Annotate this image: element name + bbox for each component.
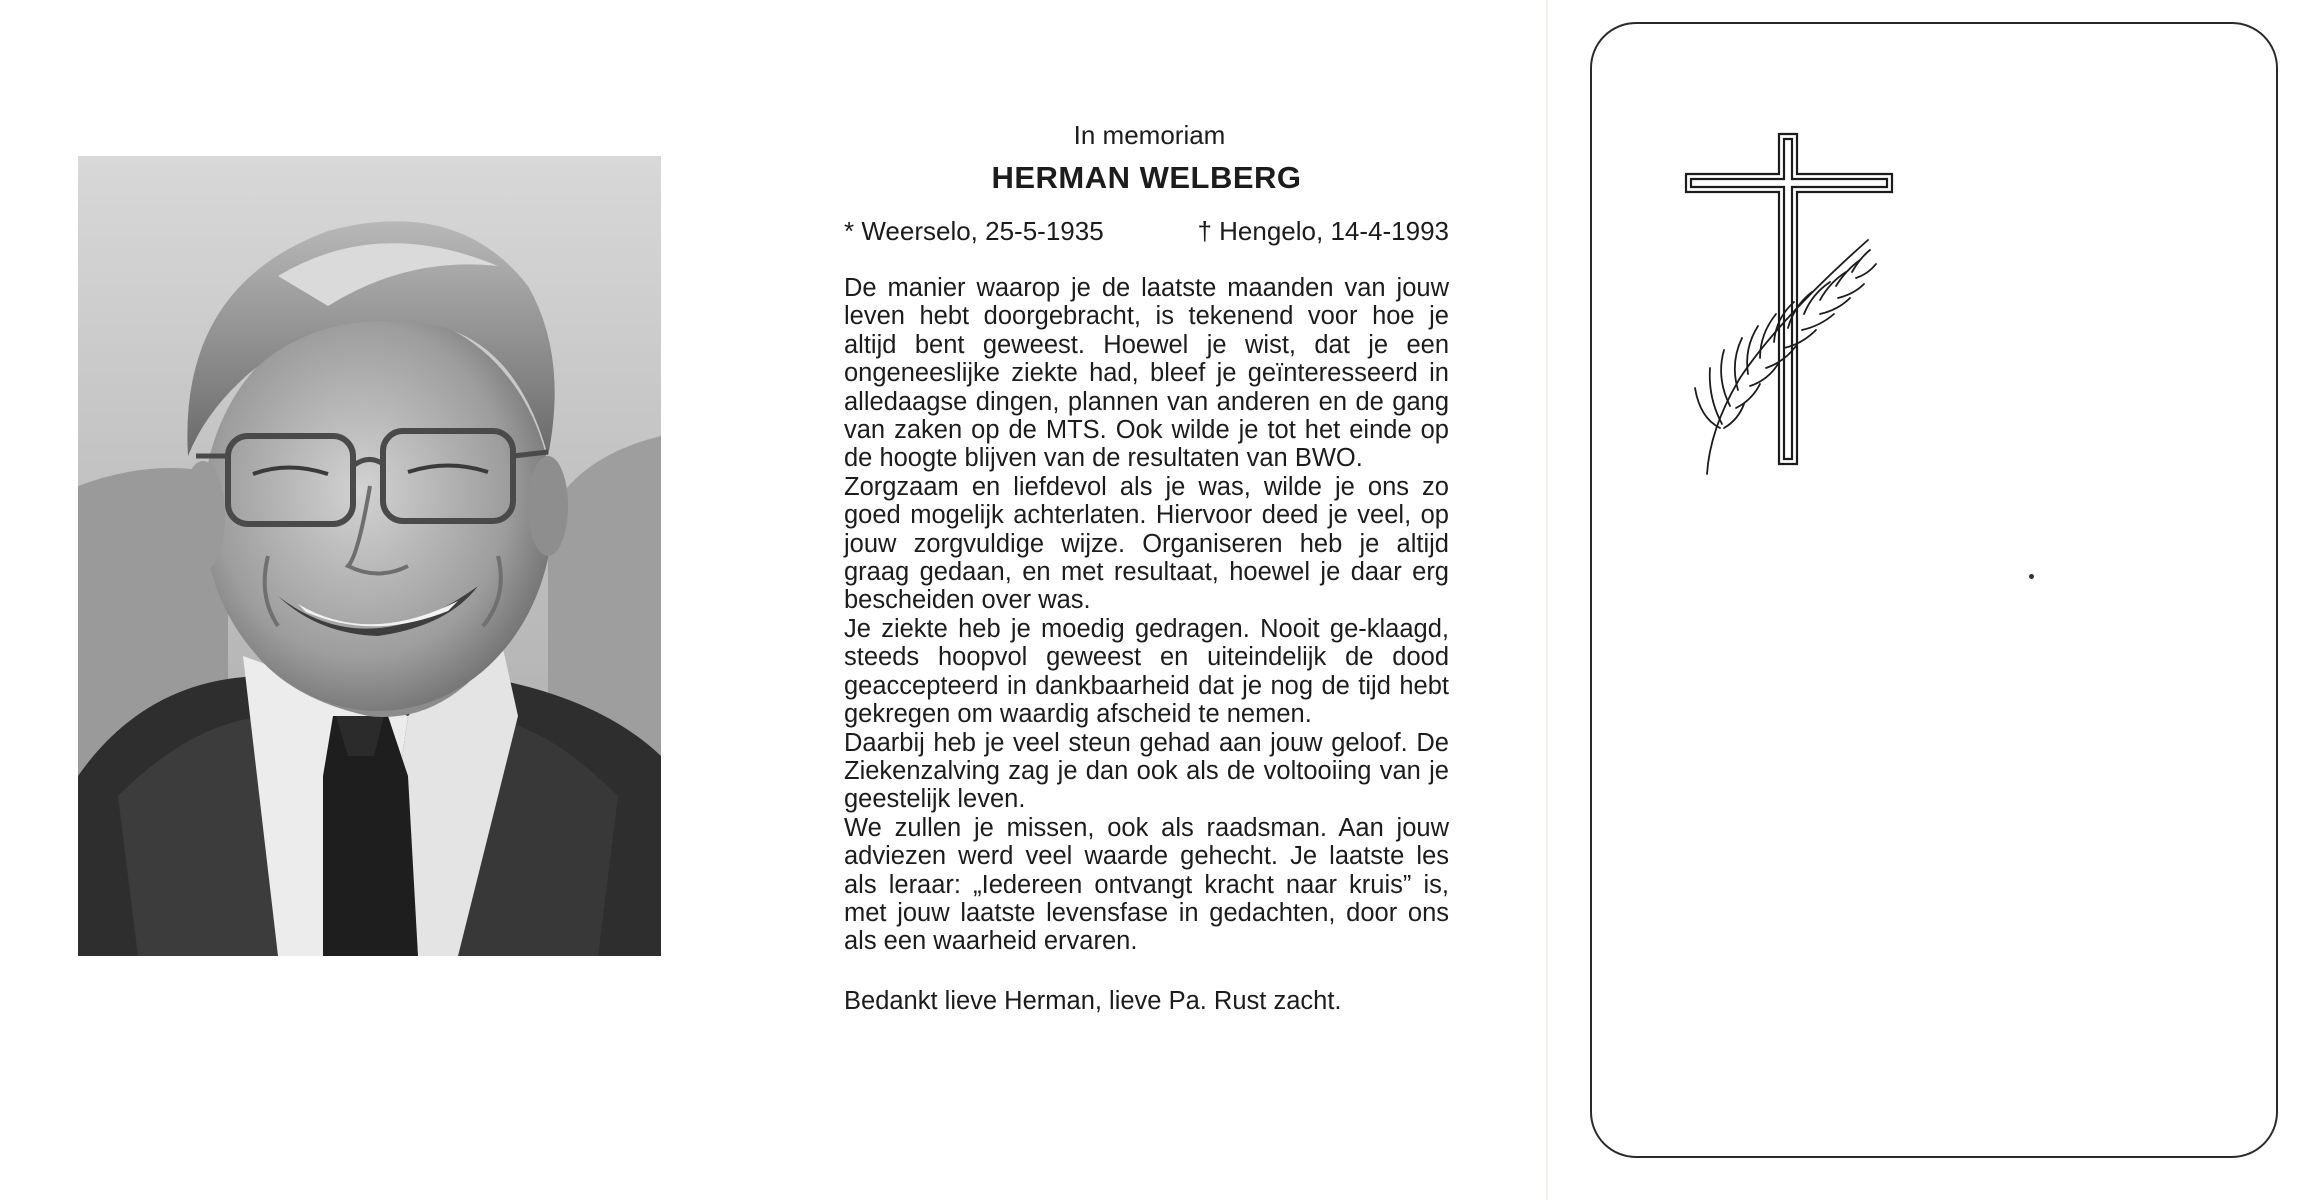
- death-date: † Hengelo, 14-4-1993: [1197, 216, 1449, 246]
- palm-branch-icon: [1695, 240, 1876, 474]
- paragraph: Je ziekte heb je moedig gedragen. Nooit ge-klaagd, steeds hoopvol geweest en uiteindelijk de dood geaccepteerd in dankbaarheid dat je nog de tijd hebt gekregen om waardig afscheid te nemen.: [844, 614, 1449, 729]
- paragraph: De manier waarop je de laatste maanden van jouw leven hebt doorgebracht, is tekenend voor hoe je altijd bent geweest. Hoewel je wist, dat je een ongeneeslijke ziekte had, bleef je geïnteresseerd in alledaagse dingen, plannen van anderen en de gang van zaken op de MTS. Ook wilde je tot het einde op de hoogte blijven van de resultaten van BWO.: [844, 274, 1449, 473]
- heading-in-memoriam: In memoriam: [1073, 120, 1226, 150]
- memorial-text: [844, 118, 1449, 1016]
- portrait-photo: [78, 156, 661, 956]
- cross-icon: [1680, 128, 1940, 488]
- portrait-illustration: [78, 156, 661, 956]
- memorial-body: [844, 274, 1449, 956]
- deceased-name: HERMAN WELBERG: [991, 160, 1302, 195]
- paragraph: Zorgzaam en liefdevol als je was, wilde je ons zo goed mogelijk achterlaten. Hiervoor deed je veel, op jouw zorgvuldige wijze. Organiseren heb je altijd graag gedaan, en met resultaat, hoewel je daar erg bescheiden over was.: [844, 472, 1449, 615]
- fold-line: [1546, 0, 1548, 1200]
- life-dates: [844, 214, 1449, 248]
- paragraph: We zullen je missen, ook als raadsman. Aan jouw adviezen werd veel waarde gehecht. Je laatste les als leraar: „Iedereen ontvangt kracht naar kruis” is, met jouw laatste levensfase in gedachten, door ons als een waarheid ervaren.: [844, 813, 1449, 956]
- birth-date: * Weerselo, 25-5-1935: [844, 216, 1104, 246]
- closing-line: Bedankt lieve Herman, lieve Pa. Rust zacht.: [844, 986, 1342, 1015]
- paragraph: Daarbij heb je veel steun gehad aan jouw geloof. De Ziekenzalving zag je dan ook als de voltooiing van je geestelijk leven.: [844, 728, 1449, 814]
- print-speck: [2029, 574, 2034, 579]
